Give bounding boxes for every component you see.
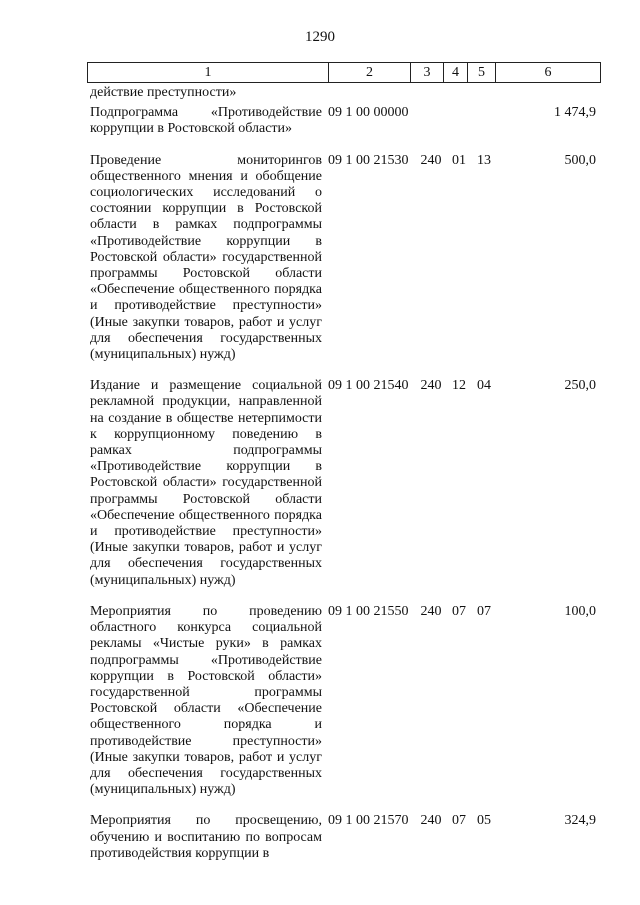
row-code: 09 1 00 21540 bbox=[328, 378, 409, 394]
column-header-table bbox=[87, 62, 601, 83]
row-rz: 01 bbox=[452, 152, 466, 168]
row-pr: 04 bbox=[477, 378, 491, 394]
column-header-5: 5 bbox=[468, 63, 496, 83]
table-row bbox=[90, 604, 602, 798]
row-description: действие преступности» bbox=[90, 85, 237, 100]
table-row bbox=[90, 85, 602, 101]
column-header-row bbox=[88, 63, 601, 83]
row-vr: 240 bbox=[420, 152, 442, 168]
row-vr: 240 bbox=[420, 603, 442, 619]
row-vr bbox=[414, 85, 448, 101]
page-number: 1290 bbox=[305, 29, 335, 45]
column-header-2: 2 bbox=[329, 63, 411, 83]
row-code: 09 1 00 21570 bbox=[328, 813, 409, 829]
column-header-3: 3 bbox=[411, 63, 444, 83]
row-code: 09 1 00 00000 bbox=[328, 105, 409, 121]
row-pr bbox=[470, 85, 498, 101]
row-sum: 250,0 bbox=[564, 378, 596, 394]
row-sum: 1 474,9 bbox=[554, 105, 596, 121]
row-description: Подпрограмма «Противодействие коррупции в Ростовской области» bbox=[90, 105, 322, 137]
column-header-1: 1 bbox=[88, 63, 329, 83]
row-description: Проведение мониторингов общественного мнения и обобщение социологических исследований о состоянии коррупции в Ростовской области в рамках подпрограммы «Противодействие коррупции в Ростовской области» государственной программы Ростовской области «Обеспечение общественного порядка и противодействие преступности» (Иные закупки товаров, работ и услуг для обеспечения государственных (муниципальных) нужд) bbox=[90, 152, 322, 363]
row-sum: 324,9 bbox=[564, 813, 596, 829]
row-vr bbox=[414, 105, 448, 137]
row-description: Мероприятия по просвещению, обучению и воспитанию по вопросам противодействия коррупции в bbox=[90, 813, 322, 861]
row-pr bbox=[470, 105, 498, 137]
table-row bbox=[90, 153, 602, 364]
row-rz: 12 bbox=[452, 378, 466, 394]
table-row bbox=[90, 105, 602, 137]
row-sum: 500,0 bbox=[564, 152, 596, 168]
row-pr: 13 bbox=[477, 152, 491, 168]
table-body bbox=[90, 85, 602, 877]
row-description: Издание и размещение социальной рекламной продукции, направленной на создание в обществе нетерпимости к коррупционному поведению в рамках подпрограммы «Противодействие коррупции в Ростовской области» государственной программы Ростовской области «Обеспечение общественного порядка и противодействие преступности» (Иные закупки товаров, работ и услуг для обеспечения государственных (муниципальных) нужд) bbox=[90, 378, 322, 588]
row-rz bbox=[448, 85, 470, 101]
row-description: Мероприятия по проведению областного конкурса социальной рекламы «Чистые руки» в рамках подпрограммы «Противодействие коррупции в Ростовской области» государственной программы Ростовской области «Обеспечение общественного порядка и противодействие преступности» (Иные закупки товаров, работ и услуг для обеспечения государственных (муниципальных) нужд) bbox=[90, 603, 322, 798]
row-code bbox=[322, 85, 414, 101]
row-vr: 240 bbox=[420, 813, 442, 829]
table-row bbox=[90, 813, 602, 862]
table-row bbox=[90, 378, 602, 589]
column-header-4: 4 bbox=[444, 63, 468, 83]
row-sum bbox=[498, 85, 602, 101]
row-pr: 05 bbox=[477, 813, 491, 829]
row-pr: 07 bbox=[477, 603, 491, 619]
row-vr: 240 bbox=[420, 378, 442, 394]
row-code: 09 1 00 21550 bbox=[328, 603, 409, 619]
row-rz bbox=[448, 105, 470, 137]
row-sum: 100,0 bbox=[564, 603, 596, 619]
row-rz: 07 bbox=[452, 813, 466, 829]
row-rz: 07 bbox=[452, 603, 466, 619]
row-code: 09 1 00 21530 bbox=[328, 152, 409, 168]
column-header-6: 6 bbox=[496, 63, 601, 83]
